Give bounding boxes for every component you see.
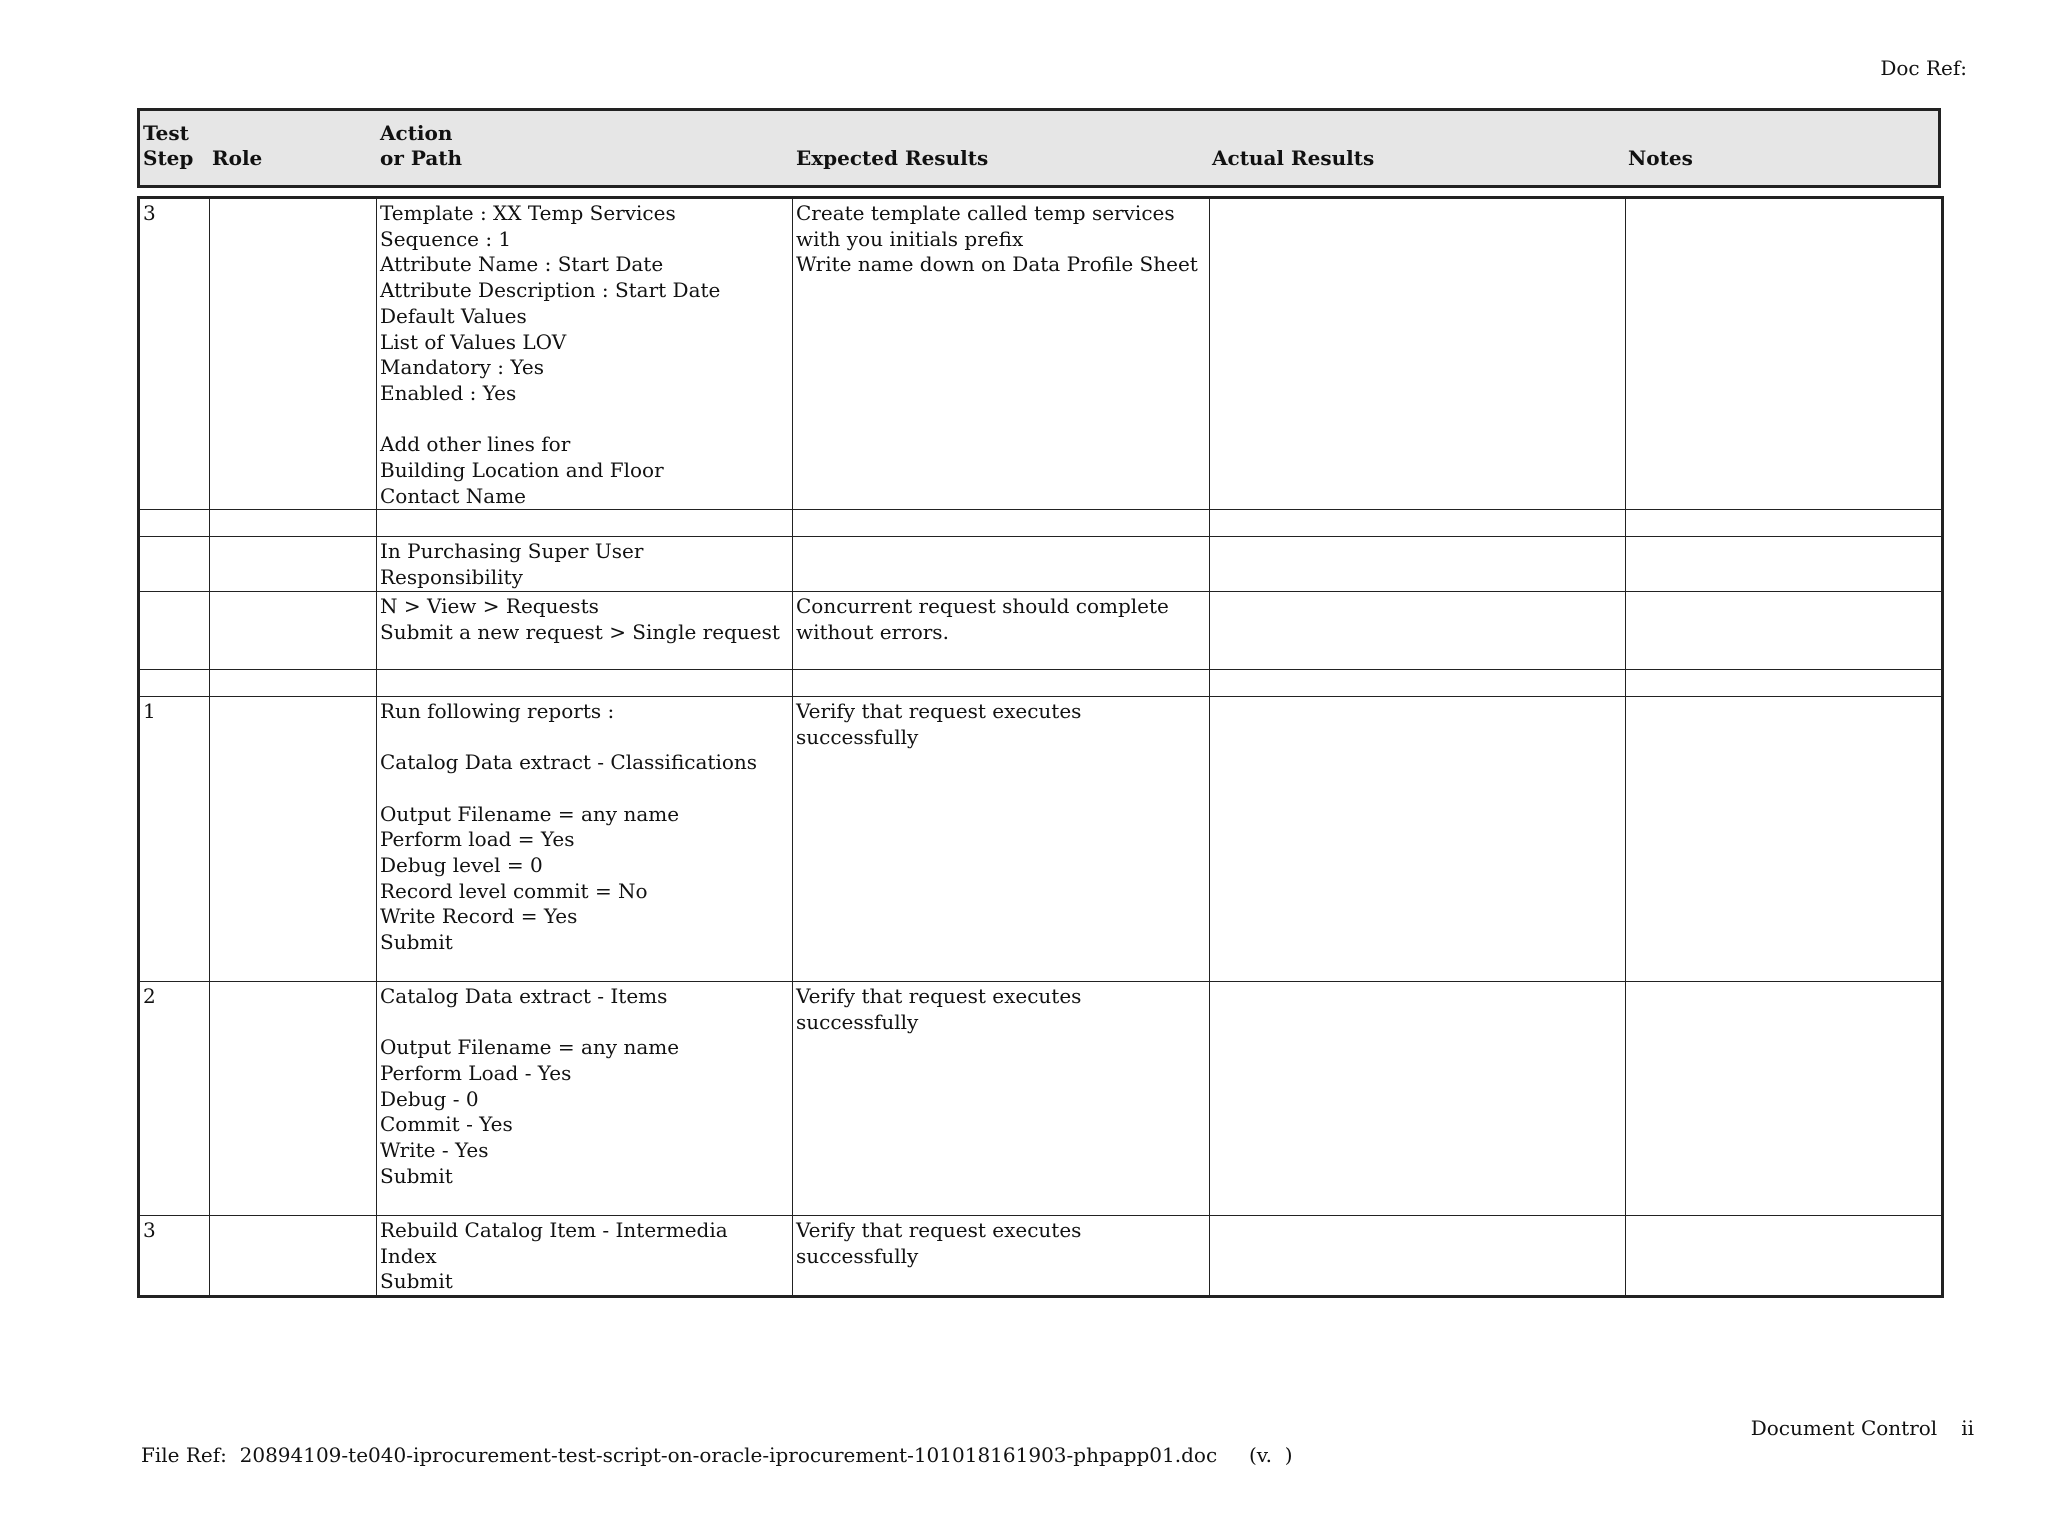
- notes-cell: [1626, 669, 1943, 696]
- step-cell: [139, 537, 210, 591]
- step-cell: [139, 591, 210, 669]
- role-cell: [210, 981, 377, 1215]
- role-cell: [210, 1215, 377, 1296]
- expected-cell: Verify that request executes successfully: [793, 981, 1210, 1215]
- page-number: ii: [1961, 1416, 1974, 1440]
- column-header-actual-results: Actual Results: [1212, 146, 1375, 170]
- role-cell: [210, 537, 377, 591]
- column-header-expected-results: Expected Results: [796, 146, 989, 170]
- notes-cell: [1626, 1215, 1943, 1296]
- actual-cell: [1210, 198, 1626, 510]
- file-ref: File Ref: 20894109-te040-iprocurement-test-script-on-oracle-iprocurement-101018161903-phpapp01.doc (v. ): [141, 1443, 1293, 1467]
- table-row: [139, 981, 1943, 1215]
- role-cell: [210, 669, 377, 696]
- actual-cell: [1210, 537, 1626, 591]
- actual-cell: [1210, 1215, 1626, 1296]
- footer-page-info: [1751, 1416, 1974, 1440]
- actual-cell: [1210, 669, 1626, 696]
- column-header-notes: Notes: [1628, 146, 1693, 170]
- action-cell: In Purchasing Super User Responsibility: [377, 537, 793, 591]
- role-cell: [210, 510, 377, 537]
- actual-cell: [1210, 510, 1626, 537]
- role-cell: [210, 198, 377, 510]
- action-cell: Rebuild Catalog Item - Intermedia Index Submit: [377, 1215, 793, 1296]
- notes-cell: [1626, 981, 1943, 1215]
- action-cell: Template : XX Temp Services Sequence : 1 Attribute Name : Start Date Attribute Description : Start Date Default Values List of Values LOV Mandatory : Yes Enabled : Yes Add other lines for Building Location and Floor Contact Name: [377, 198, 793, 510]
- actual-cell: [1210, 696, 1626, 981]
- table-row: [139, 591, 1943, 669]
- notes-cell: [1626, 510, 1943, 537]
- expected-cell: [793, 510, 1210, 537]
- action-cell: [377, 510, 793, 537]
- notes-cell: [1626, 696, 1943, 981]
- expected-cell: Verify that request executes successfully: [793, 696, 1210, 981]
- action-cell: Catalog Data extract - Items Output Filename = any name Perform Load - Yes Debug - 0 Commit - Yes Write - Yes Submit: [377, 981, 793, 1215]
- table-header: [137, 108, 1941, 188]
- step-cell: 3: [139, 1215, 210, 1296]
- action-cell: [377, 669, 793, 696]
- actual-cell: [1210, 591, 1626, 669]
- action-cell: Run following reports : Catalog Data extract - Classifications Output Filename = any name Perform load = Yes Debug level = 0 Record level commit = No Write Record = Yes Submit: [377, 696, 793, 981]
- table-row: [139, 696, 1943, 981]
- table-row: [139, 198, 1943, 510]
- table-row: [139, 537, 1943, 591]
- step-cell: 1: [139, 696, 210, 981]
- notes-cell: [1626, 537, 1943, 591]
- expected-cell: [793, 537, 1210, 591]
- test-steps-table: [137, 196, 1944, 1298]
- column-header-test-step: Test Step: [143, 121, 194, 170]
- table-row: [139, 510, 1943, 537]
- column-header-action: Action or Path: [380, 121, 463, 170]
- notes-cell: [1626, 591, 1943, 669]
- footer-section-title: Document Control: [1750, 1416, 1938, 1440]
- expected-cell: [793, 669, 1210, 696]
- expected-cell: Verify that request executes successfully: [793, 1215, 1210, 1296]
- table-row: [139, 669, 1943, 696]
- step-cell: [139, 510, 210, 537]
- actual-cell: [1210, 981, 1626, 1215]
- step-cell: 3: [139, 198, 210, 510]
- table-row: [139, 1215, 1943, 1296]
- expected-cell: Concurrent request should complete without errors.: [793, 591, 1210, 669]
- expected-cell: Create template called temp services with you initials prefix Write name down on Data Profile Sheet: [793, 198, 1210, 510]
- doc-ref-label: Doc Ref:: [1880, 56, 1967, 80]
- step-cell: 2: [139, 981, 210, 1215]
- column-header-role: Role: [212, 146, 263, 170]
- step-cell: [139, 669, 210, 696]
- role-cell: [210, 591, 377, 669]
- role-cell: [210, 696, 377, 981]
- action-cell: N > View > Requests Submit a new request > Single request: [377, 591, 793, 669]
- notes-cell: [1626, 198, 1943, 510]
